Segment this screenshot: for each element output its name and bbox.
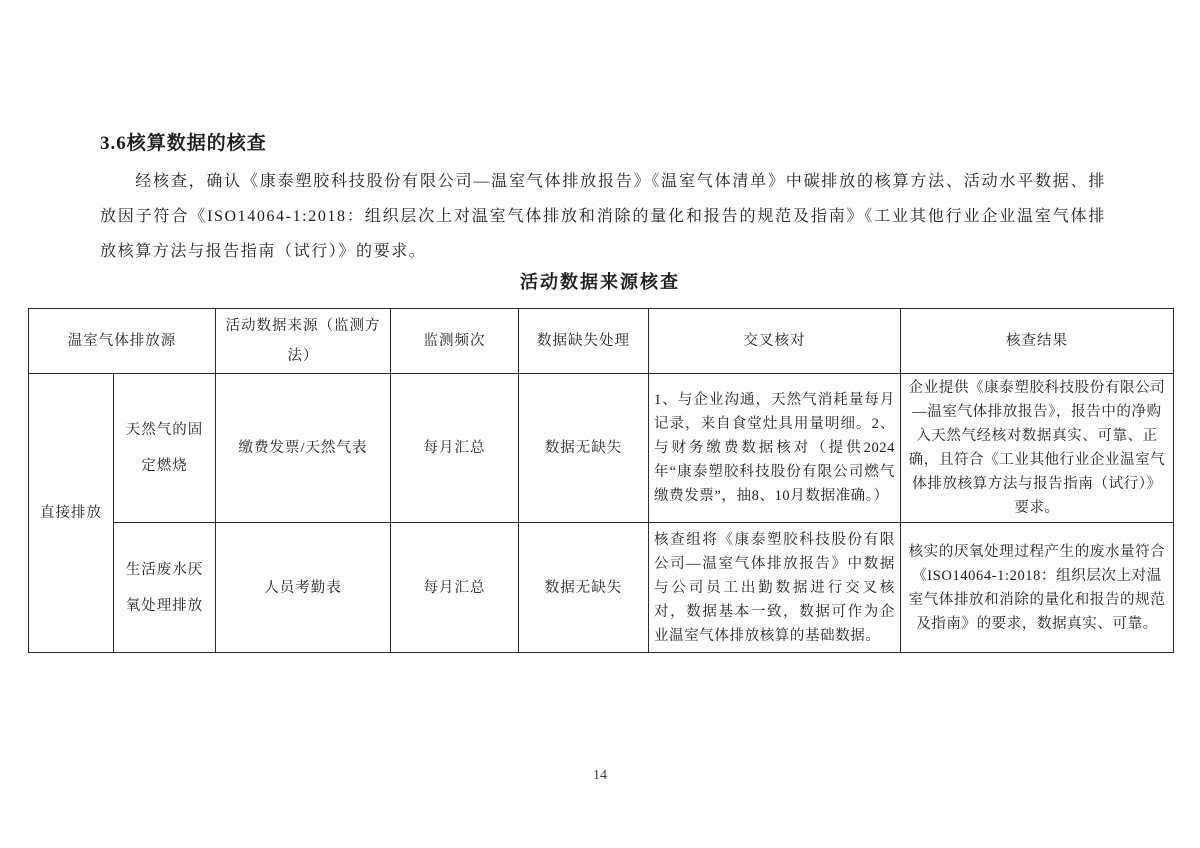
cell-cross-check: 1、与企业沟通，天然气消耗量每月记录，来自食堂灶具用量明细。2、与财务缴费数据核对（提供2024年“康泰塑胶科技股份有限公司燃气缴费发票”，抽8、10月数据准确。） — [649, 374, 901, 523]
header-cross-check: 交叉核对 — [649, 309, 901, 374]
cell-data-source: 人员考勤表 — [216, 523, 391, 653]
cell-source: 天然气的固定燃烧 — [114, 374, 216, 523]
header-frequency: 监测频次 — [391, 309, 519, 374]
row-group-direct-emission: 直接排放 — [29, 374, 114, 653]
page-number: 14 — [593, 768, 607, 783]
cell-data-source: 缴费发票/天然气表 — [216, 374, 391, 523]
table-title: 活动数据来源核查 — [520, 272, 680, 292]
cell-source: 生活废水厌氧处理排放 — [114, 523, 216, 653]
activity-data-source-table — [28, 308, 1174, 653]
table-header-row — [29, 309, 1174, 374]
cell-result: 核实的厌氧处理过程产生的废水量符合《ISO14064-1:2018：组织层次上对温室气体排放和消除的量化和报告的规范及指南》的要求，数据真实、可靠。 — [901, 523, 1174, 653]
section-paragraph: 经核查，确认《康泰塑胶科技股份有限公司—温室气体排放报告》《温室气体清单》中碳排放的核算方法、活动水平数据、排放因子符合《ISO14064-1:2018：组织层次上对温室气体排放和消除的量化和报告的规范及指南》《工业其他行业企业温室气体排放核算方法与报告指南（试行）》的要求。 — [100, 173, 1106, 260]
header-data-source: 活动数据来源（监测方法） — [216, 309, 391, 374]
header-missing-data: 数据缺失处理 — [519, 309, 649, 374]
section-heading: 3.6核算数据的核查 — [100, 133, 267, 154]
header-result: 核查结果 — [901, 309, 1174, 374]
cell-cross-check: 核查组将《康泰塑胶科技股份有限公司—温室气体排放报告》中数据与公司员工出勤数据进行交叉核对，数据基本一致，数据可作为企业温室气体排放核算的基础数据。 — [649, 523, 901, 653]
cell-missing: 数据无缺失 — [519, 523, 649, 653]
table-row — [29, 374, 1174, 523]
cell-frequency: 每月汇总 — [391, 374, 519, 523]
cell-frequency: 每月汇总 — [391, 523, 519, 653]
cell-result: 企业提供《康泰塑胶科技股份有限公司—温室气体排放报告》，报告中的净购入天然气经核对数据真实、可靠、正确，且符合《工业其他行业企业温室气体排放核算方法与报告指南（试行）》要求。 — [901, 374, 1174, 523]
header-emission-source: 温室气体排放源 — [29, 309, 216, 374]
cell-missing: 数据无缺失 — [519, 374, 649, 523]
table-row — [29, 523, 1174, 653]
